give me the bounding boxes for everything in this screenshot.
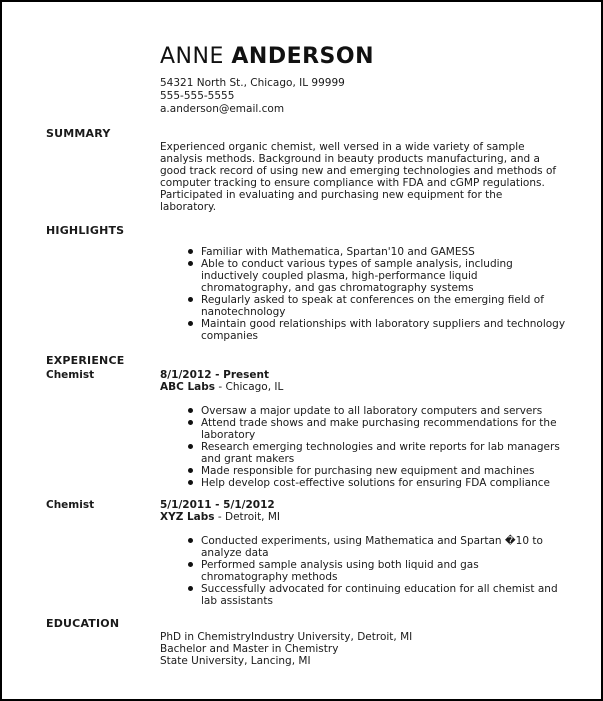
company-location: - Chicago, IL (215, 381, 284, 393)
job-title: Chemist (46, 369, 95, 381)
candidate-name (160, 44, 374, 69)
company-name: XYZ Labs (160, 511, 215, 523)
job-bullet: Performed sample analysis using both liquid and gas chromatography methods (188, 559, 568, 583)
highlight-item: Maintain good relationships with laboratory suppliers and technology companies (188, 318, 568, 342)
job-bullet: Help develop cost-effective solutions for ensuring FDA compliance (188, 477, 568, 489)
education-heading: EDUCATION (46, 617, 120, 630)
summary-text: Experienced organic chemist, well versed in a wide variety of sample analysis methods. Background in beauty products manufacturing, and a good track record of using new and emerging technologies and methods of computer tracking to ensure compliance with FDA and cGMP regulations. Participated in evaluating and purchasing new equipment for the laboratory. (160, 141, 557, 213)
phone: 555-555-5555 (160, 90, 235, 102)
job-title: Chemist (46, 499, 95, 511)
summary-heading: SUMMARY (46, 127, 111, 140)
first-name: ANNE (160, 44, 224, 69)
last-name: ANDERSON (231, 44, 375, 69)
company-name: ABC Labs (160, 381, 216, 393)
highlight-item: Familiar with Mathematica, Spartan'10 and GAMESS (188, 246, 568, 258)
job-bullet: Conducted experiments, using Mathematica and Spartan �10 to analyze data (188, 535, 568, 559)
email: a.anderson@email.com (160, 103, 285, 115)
job-bullet: Research emerging technologies and write reports for lab managers and grant makers (188, 441, 568, 465)
highlights-heading: HIGHLIGHTS (46, 224, 125, 237)
highlights-list (188, 246, 568, 342)
job-bullet: Attend trade shows and make purchasing recommendations for the laboratory (188, 417, 568, 441)
job-bullet: Oversaw a major update to all laboratory computers and servers (188, 405, 568, 417)
job-company (160, 511, 560, 523)
education-line: State University, Lancing, MI (160, 655, 311, 667)
highlight-item: Able to conduct various types of sample analysis, including inductively coupled plasma, high-performance liquid chromatography, and gas chromatography systems (188, 258, 568, 294)
education-line: PhD in ChemistryIndustry University, Detroit, MI (160, 631, 413, 643)
job-bullets (188, 405, 568, 489)
job-meta (160, 499, 560, 523)
highlight-item: Regularly asked to speak at conferences on the emerging field of nanotechnology (188, 294, 568, 318)
education-list (160, 631, 412, 667)
education-line: Bachelor and Master in Chemistry (160, 643, 339, 655)
job-dates: 5/1/2011 - 5/1/2012 (160, 499, 275, 511)
job-bullet: Successfully advocated for continuing education for all chemist and lab assistants (188, 583, 568, 607)
experience-heading: EXPERIENCE (46, 354, 125, 367)
job-bullets (188, 535, 568, 607)
job-meta (160, 369, 560, 393)
address: 54321 North St., Chicago, IL 99999 (160, 77, 345, 89)
job-dates: 8/1/2012 - Present (160, 369, 270, 381)
contact-info (160, 77, 345, 116)
company-location: - Detroit, MI (214, 511, 281, 523)
job-bullet: Made responsible for purchasing new equipment and machines (188, 465, 568, 477)
job-company (160, 381, 560, 393)
